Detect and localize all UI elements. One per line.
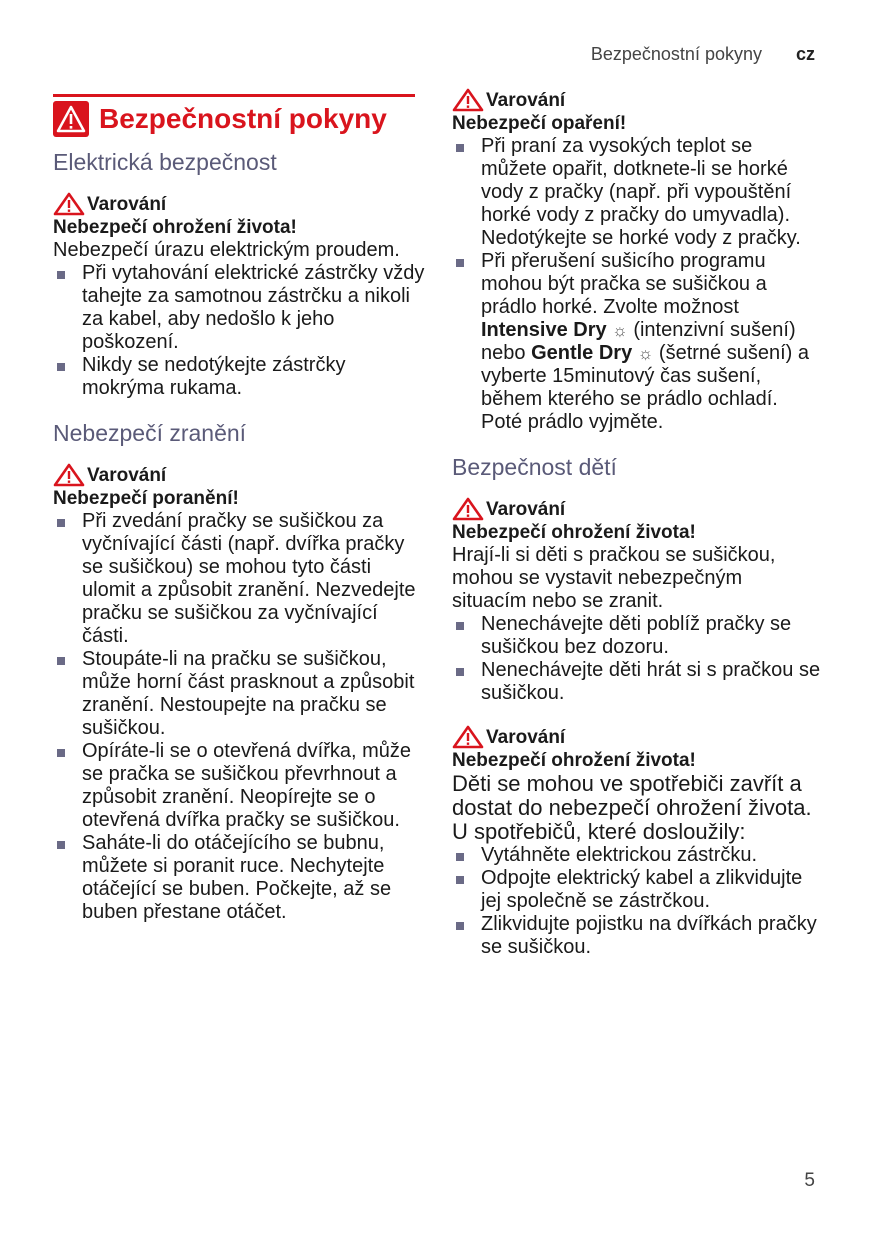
list-item: Stoupáte-li na pračku se sušičkou, může horní část prasknout a způsobit zranění. Nestoupejte na pračku se sušičkou. [53, 648, 428, 740]
warning-triangle-icon [53, 101, 89, 137]
section-heading-electrical: Elektrická bezpečnost [53, 149, 277, 175]
left-column [53, 94, 428, 944]
list-item-continuation: Nedotýkejte se horké vody z pračky. [481, 227, 801, 249]
section-heading-injury: Nebezpečí zranění [53, 420, 247, 446]
warning-triangle-icon [452, 497, 484, 521]
warning-triangle-icon [53, 192, 85, 216]
header-lang: cz [795, 44, 815, 64]
warning-block-electrical [53, 192, 428, 400]
list-item: Nenechávejte děti poblíž pračky se sušičkou bez dozoru. [452, 613, 822, 659]
warning-block-injury [53, 463, 428, 924]
list-item: Vytáhněte elektrickou zástrčku. [452, 844, 822, 867]
warning-triangle-icon [53, 463, 85, 487]
header-section: Bezpečnostní pokyny [590, 44, 762, 64]
warning-label: Varování [452, 725, 822, 749]
program-gentle-dry: Gentle Dry [531, 342, 633, 364]
running-header [591, 44, 815, 65]
list-item: Při praní za vysokých teplot se můžete opařit, dotknete-li se horké vody z pračky (např. při vypouštění horké vody z pračky do umyvadla). Nedotýkejte se horké vody z pračky. [452, 135, 822, 250]
list-item: Při vytahování elektrické zástrčky vždy tahejte za samotnou zástrčku a nikoli za kabel, aby nedošlo k jeho poškození. [53, 262, 428, 354]
warning-block-scald [452, 88, 822, 434]
list-item: Odpojte elektrický kabel a zlikvidujte jej společně se zástrčkou. [452, 867, 822, 913]
warning-text: Děti se mohou ve spotřebiči zavřít a dostat do nebezpečí ohrožení života. [452, 771, 812, 820]
bullet-list [452, 613, 822, 705]
bullet-list [53, 262, 428, 400]
warning-triangle-icon [452, 725, 484, 749]
danger-title: Nebezpečí ohrožení života! [452, 750, 696, 771]
warning-label: Varování [452, 88, 822, 112]
page-title: Bezpečnostní pokyny [99, 103, 387, 134]
page-number: 5 [804, 1170, 815, 1191]
warning-block-children [452, 497, 822, 705]
bullet-list [452, 844, 822, 959]
list-item: Saháte-li do otáčejícího se bubnu, můžete si poranit ruce. Nechytejte otáčející se buben. Počkejte, až se buben přestane otáčet. [53, 832, 428, 924]
warning-text: Hrají-li si děti s pračkou se sušičkou, mohou se vystavit nebezpečným situacím nebo se zranit. [452, 544, 776, 612]
list-item: Nikdy se nedotýkejte zástrčky mokrýma rukama. [53, 354, 428, 400]
warning-block-appliances [452, 725, 822, 959]
list-item: Při zvedání pračky se sušičkou za vyčnívající části (např. dvířka pračky se sušičkou) se mohou tyto části ulomit a způsobit zranění. Nezvedejte pračku se sušičkou za vyčnívající části. [53, 510, 428, 648]
danger-title: Nebezpečí opaření! [452, 113, 627, 134]
warning-label: Varování [53, 463, 428, 487]
warning-text: U spotřebičů, které dosloužily: [452, 819, 746, 844]
program-intensive-dry: Intensive Dry [481, 319, 607, 341]
danger-title: Nebezpečí ohrožení života! [53, 217, 297, 238]
list-item: Zlikvidujte pojistku na dvířkách pračky se sušičkou. [452, 913, 822, 959]
page-title-block [53, 94, 415, 137]
warning-text: Nebezpečí úrazu elektrickým proudem. [53, 239, 400, 261]
bullet-list [53, 510, 428, 924]
danger-title: Nebezpečí ohrožení života! [452, 522, 696, 543]
right-column [452, 88, 822, 979]
bullet-list [452, 135, 822, 434]
danger-title: Nebezpečí poranění! [53, 488, 239, 509]
sun-icon: ☼ [637, 344, 654, 363]
section-heading-children: Bezpečnost dětí [452, 454, 617, 480]
list-item: Při přerušení sušicího programu mohou být pračka se sušičkou a prádlo horké. Zvolte možnost Intensive Dry ☼ (intenzivní sušení) nebo Gentle Dry ☼ (šetrné sušení) a vyberte 15minutový čas sušení, během kterého se prádlo ochladí. Poté prádlo vyjměte. [452, 250, 822, 434]
list-item: Nenechávejte děti hrát si s pračkou se sušičkou. [452, 659, 822, 705]
sun-icon: ☼ [612, 321, 628, 340]
warning-triangle-icon [452, 88, 484, 112]
warning-label: Varování [53, 192, 428, 216]
list-item: Opíráte-li se o otevřená dvířka, může se pračka se sušičkou převrhnout a způsobit zranění. Neopírejte se o otevřená dvířka pračky se sušičkou. [53, 740, 428, 832]
warning-label: Varování [452, 497, 822, 521]
